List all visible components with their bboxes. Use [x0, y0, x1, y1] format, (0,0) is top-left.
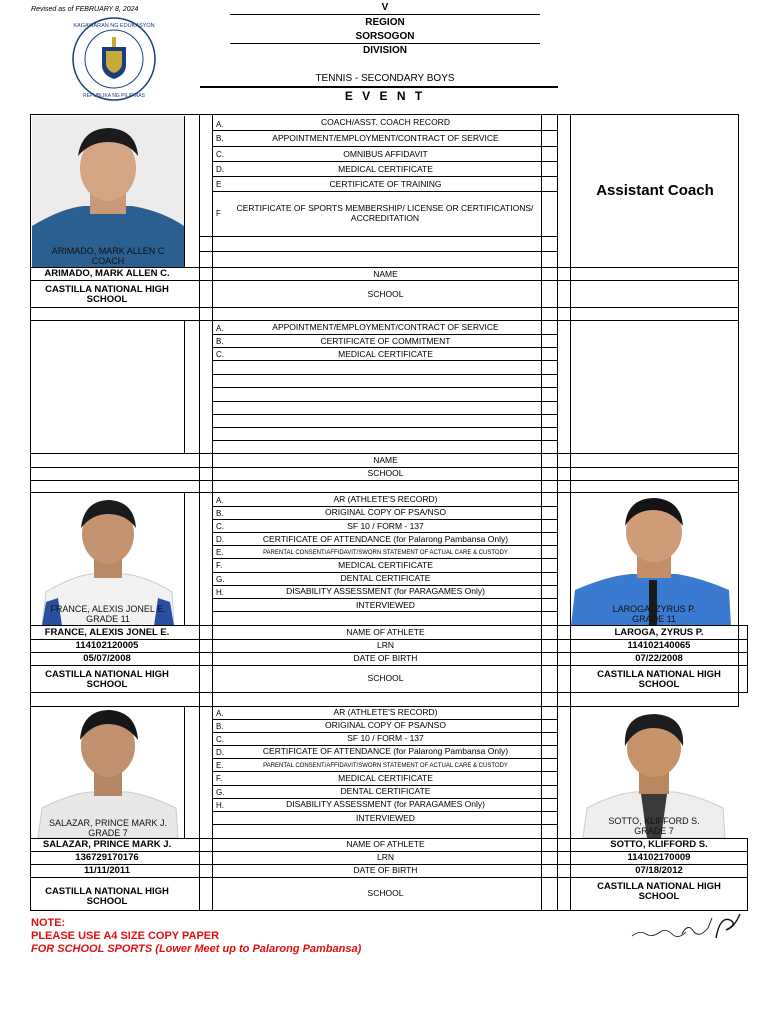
doc-letter: C.: [216, 735, 224, 744]
athlete-dob-left: 05/07/2008: [83, 653, 131, 664]
athlete-doc-item: AR (ATHLETE'S RECORD): [333, 494, 438, 504]
region-value: V: [381, 2, 389, 13]
name-label: NAME OF ATHLETE: [346, 839, 425, 849]
athlete-doc-item: SF 10 / FORM - 137: [347, 733, 424, 743]
school-label: SCHOOL: [367, 468, 404, 478]
footer-note: [31, 917, 361, 956]
athlete-photo-left-1: [32, 494, 184, 626]
doc-letter: A.: [216, 324, 224, 333]
note-line-1: PLEASE USE A4 SIZE COPY PAPER: [31, 930, 220, 942]
doc-letter: F.: [216, 774, 223, 783]
coach-doc-item: APPOINTMENT/EMPLOYMENT/CONTRACT OF SERVICE: [272, 133, 499, 143]
division-label: DIVISION: [363, 45, 407, 56]
doc-letter: F: [216, 209, 221, 218]
coach-school: CASTILLA NATIONAL HIGH SCHOOL: [45, 284, 169, 305]
athlete-caption-grade: GRADE 11: [86, 614, 130, 624]
athlete-caption-name: FRANCE, ALEXIS JONEL E.: [50, 604, 166, 614]
doc-letter: C.: [216, 522, 224, 531]
chaperone-doc-item: CERTIFICATE OF COMMITMENT: [320, 336, 451, 346]
doc-letter: E.: [216, 761, 224, 770]
athlete-doc-item: PARENTAL CONSENT/AFFIDAVIT/SWORN STATEMENT OF ACTUAL CARE & CUSTODY: [263, 550, 508, 556]
coach-doc-item: OMNIBUS AFFIDAVIT: [343, 149, 428, 159]
dob-label: DATE OF BIRTH: [353, 865, 418, 875]
athlete-lrn-right: 114102170009: [627, 852, 691, 863]
doc-letter: B.: [216, 134, 224, 143]
doc-letter: E: [216, 180, 222, 189]
athlete-dob-right: 07/18/2012: [635, 865, 683, 876]
coach-doc-item: MEDICAL CERTIFICATE: [338, 164, 433, 174]
doc-letter: B.: [216, 509, 224, 518]
athlete-caption-name: LAROGA, ZYRUS P.: [612, 604, 696, 614]
athlete-school-left: CASTILLA NATIONAL HIGH SCHOOL: [45, 886, 169, 907]
doc-letter: H.: [216, 801, 224, 810]
coach-caption-role: COACH: [91, 256, 125, 266]
svg-text:KAGAWARAN NG EDUKASYON: KAGAWARAN NG EDUKASYON: [73, 23, 155, 29]
region-label: REGION: [365, 17, 405, 28]
athlete-photo-right-2: [571, 708, 737, 838]
doc-letter: F.: [216, 561, 223, 570]
deped-seal-icon: [72, 17, 156, 101]
lrn-label: LRN: [376, 640, 394, 650]
athlete-doc-item: SF 10 / FORM - 137: [347, 521, 424, 531]
school-label: SCHOOL: [367, 289, 404, 299]
doc-letter: G.: [216, 788, 225, 797]
athlete-photo-right-1: [571, 494, 737, 626]
athlete-doc-item: INTERVIEWED: [356, 813, 415, 823]
doc-letter: E.: [216, 548, 224, 557]
athlete-caption-name: SALAZAR, PRINCE MARK J.: [48, 818, 168, 828]
coach-photo: [32, 116, 184, 268]
athlete-doc-item: CERTIFICATE OF ATTENDANCE (for Palarong Pambansa Only): [262, 534, 509, 544]
doc-letter: B.: [216, 722, 224, 731]
athlete-caption-grade: GRADE 11: [632, 614, 676, 624]
coach-caption-name: ARIMADO, MARK ALLEN C: [51, 246, 165, 256]
athlete-doc-item: PARENTAL CONSENT/AFFIDAVIT/SWORN STATEMENT OF ACTUAL CARE & CUSTODY: [263, 763, 508, 769]
athlete-doc-item: MEDICAL CERTIFICATE: [338, 560, 433, 570]
name-label: NAME: [373, 269, 398, 279]
doc-letter: G.: [216, 575, 225, 584]
athlete-school-right: CASTILLA NATIONAL HIGH SCHOOL: [597, 881, 721, 902]
athlete-doc-item: DENTAL CERTIFICATE: [340, 786, 431, 796]
doc-letter: D.: [216, 748, 224, 757]
division-value: SORSOGON: [355, 31, 415, 42]
athlete-caption-name: SOTTO, KLIFFORD S.: [608, 816, 700, 826]
chaperone-doc-item: APPOINTMENT/EMPLOYMENT/CONTRACT OF SERVICE: [272, 322, 499, 332]
revision-note: Revised as of FEBRUARY 8, 2024: [31, 6, 139, 13]
signature-icon: [630, 912, 742, 942]
athlete-lrn-left: 114102120005: [75, 640, 139, 651]
athlete-name-left: FRANCE, ALEXIS JONEL E.: [44, 627, 170, 638]
athlete-lrn-right: 114102140065: [627, 640, 691, 651]
name-label: NAME: [373, 455, 398, 465]
athlete-school-left: CASTILLA NATIONAL HIGH SCHOOL: [45, 669, 169, 690]
athlete-caption-grade: GRADE 7: [634, 826, 674, 836]
doc-letter: B.: [216, 337, 224, 346]
school-label: SCHOOL: [367, 888, 404, 898]
doc-letter: C.: [216, 150, 224, 159]
coach-doc-item: CERTIFICATE OF SPORTS MEMBERSHIP/ LICENSE OR CERTIFICATIONS/ ACCREDITATION: [236, 203, 534, 223]
athlete-name-left: SALAZAR, PRINCE MARK J.: [42, 839, 172, 850]
coach-doc-item: CERTIFICATE OF TRAINING: [329, 179, 442, 189]
coach-name: ARIMADO, MARK ALLEN C.: [44, 268, 170, 279]
athlete-doc-item: MEDICAL CERTIFICATE: [338, 773, 433, 783]
athlete-lrn-left: 136729170176: [75, 852, 139, 863]
athlete-doc-item: AR (ATHLETE'S RECORD): [333, 707, 438, 717]
coach-role-title: Assistant Coach: [596, 182, 714, 199]
coach-doc-item: COACH/ASST. COACH RECORD: [321, 117, 450, 127]
athlete-dob-left: 11/11/2011: [84, 865, 130, 876]
athlete-caption-grade: GRADE 7: [88, 828, 128, 838]
doc-letter: A.: [216, 709, 224, 718]
athlete-doc-item: ORIGINAL COPY OF PSA/NSO: [325, 720, 446, 730]
lrn-label: LRN: [376, 852, 394, 862]
chaperone-doc-item: MEDICAL CERTIFICATE: [338, 349, 433, 359]
athlete-doc-item: CERTIFICATE OF ATTENDANCE (for Palarong Pambansa Only): [262, 746, 509, 756]
doc-letter: D.: [216, 165, 224, 174]
athlete-doc-item: DENTAL CERTIFICATE: [340, 573, 431, 583]
doc-letter: H.: [216, 588, 224, 597]
athlete-school-right: CASTILLA NATIONAL HIGH SCHOOL: [597, 669, 721, 690]
note-title: NOTE:: [31, 917, 66, 929]
doc-letter: A.: [216, 496, 224, 505]
athlete-doc-item: ORIGINAL COPY OF PSA/NSO: [325, 507, 446, 517]
school-label: SCHOOL: [367, 673, 404, 683]
name-label: NAME OF ATHLETE: [346, 627, 425, 637]
athlete-name-right: LAROGA, ZYRUS P.: [614, 627, 704, 638]
athlete-name-right: SOTTO, KLIFFORD S.: [610, 839, 708, 850]
athlete-doc-item: INTERVIEWED: [356, 600, 415, 610]
doc-letter: D.: [216, 535, 224, 544]
event-name: TENNIS - SECONDARY BOYS: [315, 73, 455, 84]
athlete-photo-left-2: [32, 708, 184, 838]
svg-text:REPUBLIKA NG PILIPINAS: REPUBLIKA NG PILIPINAS: [83, 93, 145, 99]
doc-letter: C.: [216, 350, 224, 359]
athlete-dob-right: 07/22/2008: [635, 653, 683, 664]
athlete-doc-item: DISABILITY ASSESSMENT (for PARAGAMES Only): [286, 586, 485, 596]
athlete-doc-item: DISABILITY ASSESSMENT (for PARAGAMES Only): [286, 799, 485, 809]
doc-letter: A.: [216, 120, 224, 129]
note-line-2: FOR SCHOOL SPORTS (Lower Meet up to Palarong Pambansa): [31, 943, 362, 955]
dob-label: DATE OF BIRTH: [353, 653, 418, 663]
event-label: E V E N T: [344, 89, 426, 103]
registration-form: [30, 114, 748, 911]
